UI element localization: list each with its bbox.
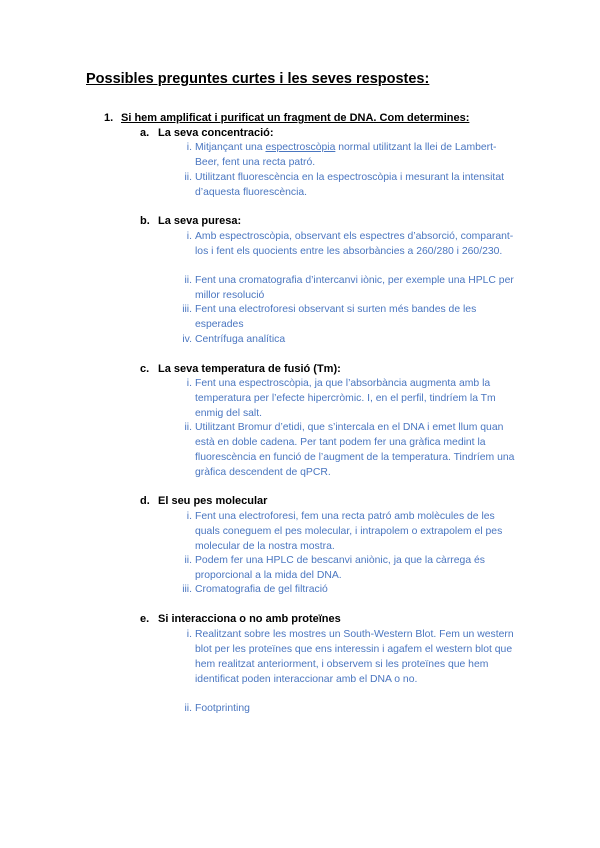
answer-text: Cromatografia de gel filtració [195,584,328,595]
answer-numeral: i. [186,629,192,640]
answer-numeral: i. [186,142,192,153]
question-text: Si hem amplificat i purificat un fragment de DNA. Com determines: [121,112,470,124]
section-title: El seu pes molecular [158,495,268,507]
section-title: La seva temperatura de fusió (Tm): [158,363,341,375]
answer-numeral: ii. [184,275,192,286]
answer-d-iii [170,583,520,598]
answer-text: Amb espectroscòpia, observant els espectres d’absorció, comparant-los i fent els quocients entre les absorbàncies a 260/280 i 260/230. [195,231,514,257]
answer-text: Fent una cromatografia d’intercanvi iònic, per exemple una HPLC per millor resolució [195,275,514,301]
section-letter: e. [140,613,150,625]
section-d-heading [140,495,267,507]
section-title: Si interacciona o no amb proteïnes [158,613,341,625]
answer-b-ii [170,274,520,304]
answer-d-i [170,510,520,555]
answer-a-ii [170,171,520,201]
section-a-heading [140,127,274,139]
answer-text: Realitzant sobre les mostres un South-Western Blot. Fem un western blot per les proteïnes que ens interessin i agafem el western blot que hem realitzat anteriorment, i observem si les proteïnes que hem identificat poden interaccionar amb el DNA o no. [195,629,514,685]
answer-numeral: iii. [182,304,192,315]
section-letter: a. [140,127,150,139]
answer-numeral: ii. [184,422,192,433]
answer-e-ii [170,702,520,717]
espectroscopia-link[interactable]: espectroscòpia [265,142,336,153]
answer-text: Mitjançant una espectroscòpia normal utilitzant la llei de Lambert-Beer, fent una recta patró. [195,142,497,168]
answer-c-i [170,377,520,422]
answer-text: Fent una electroforesi observant si surten més bandes de les esperades [195,304,477,330]
section-letter: c. [140,363,150,375]
question-number: 1. [104,112,114,124]
page-title: Possibles preguntes curtes i les seves respostes: [86,71,430,87]
section-b-heading [140,215,241,227]
answer-e-i [170,628,520,688]
answer-text: Fent una electroforesi, fem una recta patró amb molècules de les quals coneguem el pes molecular, i intrapolem o extrapolem el pes molecular de la nostra mostra. [195,511,503,552]
answer-text: Utilitzant fluorescència en la espectroscòpia i mesurant la intensitat d’aquesta fluorescència. [195,172,504,198]
question-1 [104,112,469,124]
section-title: La seva concentració: [158,127,274,139]
section-letter: b. [140,215,150,227]
answer-text: Centrífuga analítica [195,334,286,345]
answer-text: Podem fer una HPLC de bescanvi aniònic, ja que la càrrega és proporcional a la mida del DNA. [195,555,485,581]
section-c-heading [140,363,341,375]
answer-numeral: i. [186,231,192,242]
answer-text: Footprinting [195,703,250,714]
section-e-heading [140,613,341,625]
section-letter: d. [140,495,150,507]
answer-text: Utilitzant Bromur d’etidi, que s’intercala en el DNA i emet llum quan està en doble cadena. Per tant podem fer una gràfica medint la fluorescència en funció de l’augment de la temperatura. Tindríem una gràfica descendent de qPCR. [195,422,515,478]
answer-b-i [170,230,520,260]
answer-numeral: iv. [182,334,192,345]
answer-c-ii [170,421,520,481]
answer-numeral: i. [186,511,192,522]
answer-numeral: i. [186,378,192,389]
answer-d-ii [170,554,520,584]
answer-b-iv [170,333,520,348]
section-title: La seva puresa: [158,215,242,227]
answer-b-iii [170,303,520,333]
answer-numeral: ii. [184,555,192,566]
answer-text: Fent una espectroscòpia, ja que l’absorbància augmenta amb la temperatura per l’efecte hipercròmic. I, en el perfil, tindríem la Tm enmig del salt. [195,378,496,419]
answer-numeral: ii. [184,172,192,183]
answer-numeral: ii. [184,703,192,714]
answer-a-i [170,141,520,171]
answer-numeral: iii. [182,584,192,595]
